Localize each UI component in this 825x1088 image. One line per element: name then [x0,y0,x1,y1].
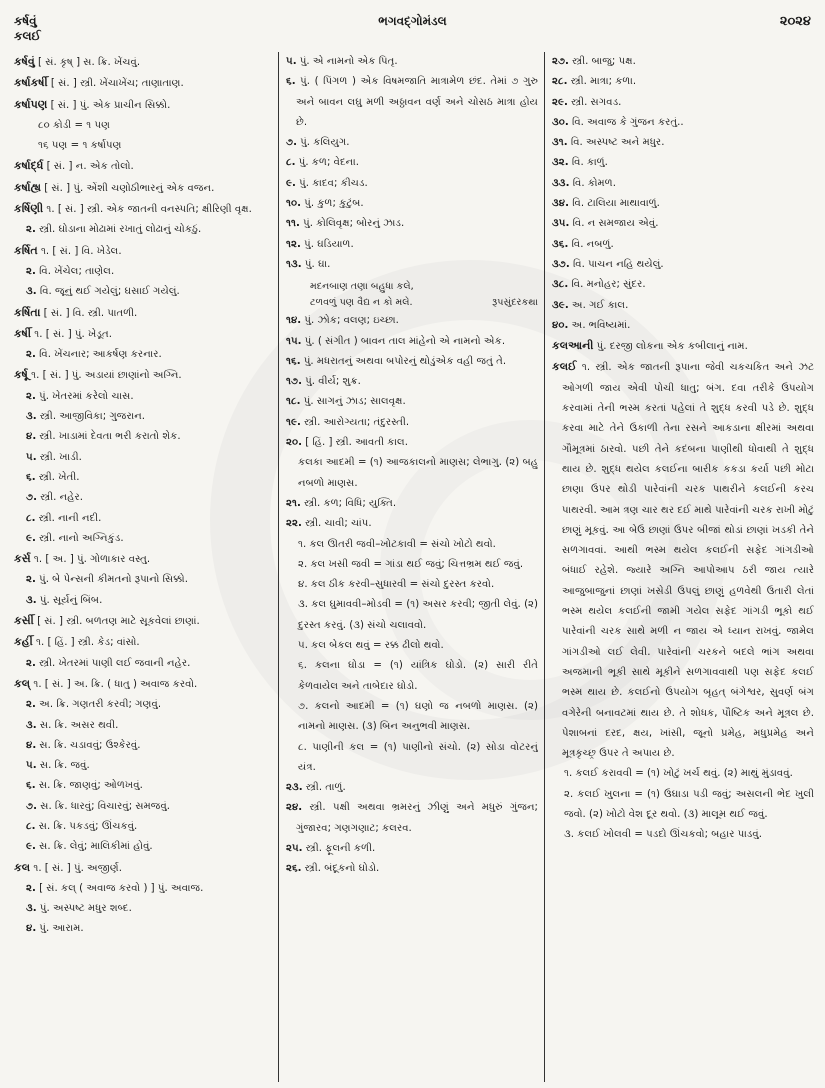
definition: [ સં. કલ્ ( અવાજ કરવો ) ] પું. અવાજ. [35,882,204,894]
sense [286,859,538,879]
sense-number: ૧૪. [286,315,302,327]
sense-number: ૭. [26,492,37,504]
definition: પું. એ નામનો એક પિતૃ. [296,56,398,67]
sense-number: ૧૦. [286,198,301,210]
sense [14,654,272,674]
idiom: ૩. કલઈ ખોલવી = પડદો ઊંચકવો; બહાર પાડવું. [564,829,762,841]
sense-number: ૩૨. [552,157,569,169]
definition: ૧. સ્ત્રી. એક જાતની રૂપાના જેવી ચકચકિત અને ઝટ ઓગળી જાય એવી પોચી ધાતુ; બંગ. દવા તરીકે ઉપયોગ કરવામાં તેની ભસ્મ કરતાં પહેલાં તે શુદ્ધ કરવી પડે છે. શુદ્ધ કરવા માટે તેને ઉકાળી તેના રસને આકડાના ક્ષીરમાં અથવા ગૌમૂત્રમાં ઠારવો. પછી તેને કદંબના પાણીથી ધોવાથી તે શુદ્ધ થાય છે. શુદ્ધ થયેલ કલઈના બારીક કકડા કર્યા પછી મોટા છાણા ઉપર થોડી પારેવાંની ચરક પાથરીને કલઈની કરચ પાથરવી. આમ ત્રણ ચાર થર દઈ માથે પારેવાંની ચરક રાખી મોટું છાણું મૂકવું. આ બેઉ છાણાં ઉપર બીજાં થોડાં છાણાં ખડકી તેને સળગાવવાં. આથી ભસ્મ થયેલ કલઈની સફેદ ગાંગડીઓ બંધાઈ રહેશે. જ્યારે અગ્નિ આપોઆપ ઠરી જાય ત્યારે આજુબાજુનાં છાણાં ખસેડી ઉપલું છાણું હળવેથી ઉતારી લેતાં ભસ્મ થયેલ કલઈની જામી ગયેલ સફેદ ગાંગડી ભૂકો થઈ પારેવાંની ચરક સાથે મળી ન જાય એ ધ્યાન રાખવું. જામેલ ગાંગડીઓ લઈ લેવી. પારેવાંની ચરકને બદલે ભાંગ અથવા અજમાની ભૂકી સાથે મૂકીને સળગાવવાથી પણ સફેદ કલઈ ભસ્મ થાય છે. કલઈનો ઉપયોગ બૃહત્ બંગેશ્વર, સુવર્ણ બંગ વગેરેની બનાવટમાં થાય છે. તે શોધક, પૌષ્ટિક અને મૂત્રલ છે. પેશાબનાં દરદ, ક્ષય, ખાંસી, જૂનો પ્રમેહ, મધુપ્રમેહ અને મૂત્રકૃચ્છ્ર ઉપર તે અપાય છે. [562,362,814,760]
sense [14,591,272,611]
sense-number: ૧૩. [286,258,302,270]
sense-number: ૨૮. [552,76,568,88]
definition: વિ. અસ્પષ્ટ અને મધુર. [567,137,665,149]
definition: સ્ત્રી. માત્રા; કળા. [567,76,637,88]
headword: કર્ષિત [14,243,38,257]
headword: કલ [14,860,31,874]
definition: વિ. ટાલિયા માથાવાળું. [568,198,660,210]
idiom: ૩. કલ ઘુમાવવી–મોડવી = (૧) અસર કરવી; જીતી લેવું. (૨) દુરસ્ત કરવું. (૩) સંચો ચલાવવો. [298,599,538,631]
definition: અ. ગઈ કાલ. [568,299,629,311]
sense [286,839,538,859]
definition: [ સં. ] સ્ત્રી. બળતણ માટે સૂકવેલાં છાણાં. [33,616,200,628]
sense-number: ૧૬. [286,355,301,367]
sense [552,316,814,336]
page-number: ૨૦૨૪ [779,14,811,29]
sense-number: ૯. [26,532,36,544]
definition: પું. ઘા. [301,258,331,270]
entry [14,549,272,570]
definition: [ હિં. ] સ્ત્રી. આવતી કાલ. [301,437,408,449]
sense-number: ૨. [26,882,36,894]
sense-number: ૨૧. [286,497,301,509]
definition: પું. કાદવ; કીચડ. [295,177,368,189]
sense-number: ૩૮. [552,279,569,291]
sense [14,919,272,939]
headword: કર્ષાહ્ય [14,180,41,194]
idiom: ૨. કલ ખસી જવી = ગાંડા થઈ જવું; ચિત્તભ્રમ થઈ જવું. [298,558,524,570]
entry [14,241,272,262]
entry [552,336,814,357]
sense-number: ૩૦. [552,116,569,128]
definition: વિ. પાચન નહિ થયેલું. [569,258,664,270]
column-divider-2 [544,52,545,1082]
definition: ૧. [ સં. ] વિ. ખેડેલ. [37,245,122,257]
headword: કર્સ [14,552,31,566]
column-2 [286,52,538,1076]
sense [286,52,538,72]
running-title: ભગવદ્ગોમંડલ [378,14,447,28]
sense-number: ૩૯. [552,299,569,311]
sense [286,235,538,255]
equation-line: ૧૬ પણ = ૧ કર્ષાપણ [38,140,122,152]
sense-number: ૨૫. [286,842,303,854]
definition: સ્ત્રી. નહેર. [36,492,83,504]
definition: સ્ત્રી. ચાવી; ચાંપ. [301,518,372,530]
sense-number: ૪. [26,739,37,751]
sense [14,282,272,302]
sense-number: ૧૨. [286,238,301,250]
sense [14,570,272,590]
sense-number: ૮. [26,820,36,832]
sense [14,407,272,427]
idiom: ૫. કલ બેકલ થવું = રક્ક ઢીલો થવો. [298,640,444,652]
sense [286,332,538,352]
sense [14,387,272,407]
sense-number: ૨૨. [286,518,302,530]
sense-number: ૧૭. [286,376,302,388]
sense-number: ૫. [286,56,297,67]
sense [14,345,272,365]
definition: સ્ત્રી. નાનો અગ્નિકુંડ. [35,532,124,544]
definition: સ્ત્રી. ફૂલની કળી. [302,842,376,854]
sense-number: ૨. [26,349,36,361]
definition: સ. ક્રિ. લેવું; માલિકીમાં હોવું. [35,841,153,853]
sense-number: ૩. [26,903,37,915]
sense-number: ૩. [26,286,37,298]
definition: સ. ક્રિ. જાણવું; ઓળખવું. [35,780,143,792]
idiom: ૮. પાણીની કલ = (૧) પાણીનો સંચો. (૨) સોડા વોટરનું યંત્ર. [298,741,538,773]
idiom: કલકા આદમી = (૧) આજકાલનો માણસ; લેભાગુ. (૨) બહુ નબળો માણસ. [298,457,538,489]
headword: કર્ષિણી [14,202,44,216]
verse-quote [286,275,538,311]
sense [286,494,538,514]
sense [552,133,814,153]
entry [14,858,272,879]
sense [14,756,272,776]
definition: પું. સાગનું ઝાડ; સાલવૃક્ષ. [300,396,406,408]
sense [286,352,538,372]
definition: સ. ક્રિ. પકડવું; ઊંચકવું. [35,820,138,832]
sense-number: ૨૩. [286,782,303,794]
sense [14,529,272,549]
definition: સ. ક્રિ. અસર થવી. [36,719,119,731]
sense-number: ૨૬. [286,863,302,875]
quote-source: રૂપસુંદરકથા [492,297,538,309]
sense-number: ૩૩. [552,177,570,189]
headword: કર્ષૂ [14,368,28,382]
headword: કર્ષવું [14,55,35,68]
sense-number: ૩૫. [552,218,570,230]
definition: સ્ત્રી. ખાડામાં દેવતા ભરી કરાતો શેક. [36,431,181,443]
definition: પું. આરામ. [36,923,84,935]
definition: ૧. [ સં. ] પું. અડાયાં છાણાંનો અગ્નિ. [27,370,182,382]
sense-number: ૩૬. [552,238,569,250]
sense-number: ૨. [26,574,36,586]
sense [14,797,272,817]
sense [552,214,814,234]
sense-number: ૪. [26,923,37,935]
sense [552,113,814,133]
definition: વિ. કાળું. [568,157,608,169]
sense [14,736,272,756]
definition: પું. મધરાતનું અથવા બપોરનું થોડુંએક વહી જતું તે. [300,355,507,367]
idiom: ૪. કલ ઠીક કરવી–સુધારવી = સંચો દુરસ્ત કરવો. [298,579,495,591]
idiom: ૭. કલનો આદમી = (૧) ઘણો જ નબળો માણસ. (૨) નામનો માણસ. (૩) બિન અનુભવી માણસ. [298,700,538,733]
sense [14,837,272,857]
sense-number: ૧૫. [286,335,302,347]
definition: પું. કલિયુગ. [296,137,350,149]
sense [552,296,814,316]
sense-number: ૨૦. [286,437,302,449]
idiom: ૨. કલઈ ખુલના = (૧) ઉઘાડા પડી જવું; અસલની ભેદ ખુલી જવો. (૨) ખોટો વેશ દૂર થવો. (૩) માલૂમ થઈ જવું. [564,788,814,820]
definition: સ. ક્રિ. ચડાવવું; ઉશ્કેરવું. [36,739,141,751]
definition: [ સં. ] વિ. સ્ત્રી. પાતળી. [40,307,138,319]
sense-number: ૬. [26,780,36,792]
guide-word-top: કર્ષવું [14,14,37,28]
sense-number: ૧૮. [286,396,301,408]
headword: કલ્ [14,676,31,690]
definition: સ્ત્રી. આજીવિકા; ગુજરાન. [36,411,146,423]
definition: ૧. [ સં. ] પું. ખેડૂત. [31,328,112,340]
sense [286,514,538,534]
sense [14,448,272,468]
sense [552,194,814,214]
entry [14,156,272,177]
definition: પું. અસ્પષ્ટ મધુર શબ્દ. [36,903,132,915]
sense-number: ૪૦. [552,319,569,331]
sense [14,899,272,919]
sense [14,879,272,899]
column-divider-1 [278,52,279,1082]
entry [14,52,272,73]
sense [14,776,272,796]
sense-number: ૬. [26,471,36,483]
definition: સ્ત્રી. નાની નદી. [35,512,102,524]
sense [14,427,272,447]
definition: ૧. [ અ. ] પું. ગોળાકાર વસ્તુ. [30,554,151,566]
sense [286,778,538,798]
definition: પું. કુળ; કુટુંબ. [301,198,364,210]
sense-number: ૭. [26,800,37,812]
sense [552,72,814,92]
page-header [0,6,825,46]
quote-line-2 [310,295,538,311]
sense-number: ૨. [26,265,36,277]
sense-number: ૩. [26,411,37,423]
sense-number: ૨. [26,699,36,711]
entry [14,199,272,220]
sense [14,695,272,715]
definition: સ. ક્રિ. જવું. [36,760,90,772]
sense [286,153,538,173]
sense [552,235,814,255]
entry [14,95,272,116]
definition: પું. ( સંગીત ) બાવન તાલ માંહેનો એ નામનો એક. [301,335,506,347]
definition: પું. દરજી લોકના એક કબીલાનું નામ. [593,341,748,353]
sense-number: ૩. [26,594,37,606]
entry [14,73,272,94]
definition: વિ. નબળું. [568,238,614,250]
sense [14,509,272,529]
sense [286,72,538,133]
sense [286,413,538,433]
sense [552,93,814,113]
definition: ૧. [ હિં. ] સ્ત્રી. કેડ; વાંસો. [32,637,140,649]
entry [552,357,814,764]
idiom: ૧. કલ ઊતરી જવી–ખોટકાવી = સંચો ખોટો થવો. [298,538,496,550]
sense-number: ૩૪. [552,198,569,210]
equation-line: ૮૦ કોડી = ૧ પણ [38,119,110,131]
column-1 [14,52,272,1076]
sense [286,214,538,234]
definition: સ્ત્રી. બાજુ; પક્ષ. [568,56,636,67]
sense [286,133,538,153]
sense-number: ૨૭. [552,56,569,67]
definition: [ સં. ] ન. એક તોલો. [43,161,134,173]
sense-number: ૨૯. [552,96,568,108]
headword: કર્ષાર્દ્ધ [14,159,44,173]
sense-number: ૨. [26,390,36,402]
guide-word-bottom: કલઈ [14,29,41,43]
sense [552,255,814,275]
sense [286,194,538,214]
headword: કર્હી [14,635,33,649]
entry [14,365,272,386]
sense [286,174,538,194]
sense-number: ૧૧. [286,218,300,230]
definition: સ. ક્રિ. ધારવું; વિચારવું; સમજવું. [36,800,171,812]
definition: સ્ત્રી. તાળું. [302,782,346,794]
definition: અ. ભવિષ્યમાં. [568,319,631,331]
definition: સ્ત્રી. ખેતરમાં પાણી લઈ જવાની નહેર. [35,657,191,669]
sense-number: ૬. [286,76,296,88]
definition: અ. ક્રિ. ગણતરી કરવી; ગણવું. [35,699,162,711]
sense [14,716,272,736]
sense [14,220,272,240]
headword: કર્સી [14,614,34,628]
sense [14,817,272,837]
headword: કર્ષાપણ [14,97,48,111]
sense-number: ૫. [26,451,37,463]
definition: પું. બે પેન્સની કીમતનો રૂપાનો સિક્કો. [35,574,188,586]
definition: પું. સૂર્યનું બિંબ. [36,594,103,606]
sense [14,468,272,488]
definition: સ્ત્રી. બંદૂકનો ઘોડો. [301,863,380,875]
sense-number: ૪. [26,431,37,443]
definition: [ સં. ] પું. એક પ્રાચીન સિક્કો. [47,99,171,111]
definition: પું. ઘડિયાળ. [300,238,354,250]
sense [286,798,538,839]
sense [286,311,538,331]
sense [552,174,814,194]
sense-number: ૩૧. [552,137,568,149]
definition: [ સં. કૃષ્ ] સ. ક્રિ. ખેંચવું. [34,57,141,68]
sense [552,52,814,72]
definition: ૧. [ સં. ] સ્ત્રી. એક જાતની વનસ્પતિ; ક્ષીરિણી વૃક્ષ. [43,204,252,216]
definition: સ્ત્રી. આરોગ્યતા; તંદુરસ્તી. [300,416,410,428]
definition: પું. કોલિવૃક્ષ; બોરનું ઝાડ. [299,218,405,230]
sense-number: ૯. [26,841,36,853]
definition: સ્ત્રી. ઘોડાના મોઢામાં રખાતું લોઢાનું ચોકઠું. [35,224,202,236]
definition: [ સં. ] સ્ત્રી. ખેંચાખેંચ; તાણાતાણ. [47,78,184,90]
definition: સ્ત્રી. ખેતી. [35,471,80,483]
headword: કર્ષાકર્ષી [14,76,48,90]
definition: વિ. ન સમજાય એવું. [569,218,659,230]
definition: સ્ત્રી. કળ; વિધિ; યુક્તિ. [300,497,397,509]
definition: વિ. ખેંચનાર; આકર્ષણ કરનાર. [35,349,162,361]
definition: સ્ત્રી. સગવડ. [567,96,622,108]
sense-number: ૮. [286,157,296,169]
entry [14,178,272,199]
definition: સ્ત્રી. ખાડી. [36,451,82,463]
sense [14,262,272,282]
idiom: ૧. કલઈ કરાવવી = (૧) ખોટું ખર્ચ થવું. (૨) માથું મુંડાવવું. [564,768,793,780]
sense [14,488,272,508]
sense-number: ૩. [26,719,37,731]
entry [14,674,272,695]
headword: કલઆની [552,339,594,353]
definition: પું. વીર્ય; શુક્ર. [301,376,361,388]
definition: વિ. કોમળ. [569,177,616,189]
sense-number: ૫. [26,760,37,772]
definition: ૧. [ સં. ] પું. અજીર્ણ. [30,862,122,874]
sense-number: ૧૯. [286,416,301,428]
sense-number: ૭. [286,137,297,149]
sense [286,392,538,412]
sense-number: ૮. [26,512,36,524]
column-3 [552,52,814,1076]
headword: કર્ષી [14,326,32,340]
entry [14,303,272,324]
definition: [ સં. ] પું. એંશી ચણોઠીભારનું એક વજન. [40,182,215,194]
sense-number: ૯. [286,177,296,189]
sense-number: ૨૪. [286,802,303,814]
definition: પું. કળ; વેદના. [295,157,359,169]
sense-number: ૨. [26,224,36,236]
sense [286,372,538,392]
definition: વિ. અવાજ કે ગુંજન કરતું.. [568,116,684,128]
sense-number: ૨. [26,657,36,669]
definition: સ્ત્રી. પક્ષી અથવા ભ્રમરનું ઝીણું અને મધુરું ગુંજન; ગુંજારવ; ગણગણાટ; કલરવ. [296,802,538,834]
definition: પું. ખેતરમાં કરેલો ચાસ. [35,390,134,402]
idiom: ૬. કલના ઘોડા = (૧) યાંત્રિક ઘોડો. (૨) સારી રીતે કેળવાયેલ અને તાબેદાર ઘોડો. [298,660,538,692]
entry [14,632,272,653]
sense [286,433,538,453]
definition: વિ. જૂનું થઈ ગયેલું; ઘસાઈ ગયેલું. [36,286,180,298]
sense [552,153,814,173]
definition: ૧. [ સં. ] અ. ક્રિ. ( ધાતુ ) અવાજ કરવો. [30,678,198,690]
entry [14,611,272,632]
sense [552,275,814,295]
definition: પું. ( પિંગળ ) એક વિષમજાતિ માત્રામેળ છંદ. તેમાં ૭ ગુરુ અને બાવન લઘુ મળી અઠ્ઠાવન વર્ણ અને ચોસઠ માત્રા હોય છે. [295,76,538,128]
definition: વિ. ખેંચેલ; તાણેલ. [35,265,115,277]
quote-text: ટળવળું પણ વૈદ્ય ન કો મલે. [310,297,413,309]
sense [286,255,538,275]
quote-line-1: મદનબાણ તણા બહુધા કલે, [310,281,414,293]
headword: કલઈ [552,360,577,374]
sense-number: ૩૭. [552,258,570,270]
definition: પું. ઝોક; વલણ; ઇચ્છા. [301,315,399,327]
headword: કર્ષિતા [14,305,41,319]
definition: વિ. મનોહર; સુંદર. [568,279,646,291]
entry [14,324,272,345]
